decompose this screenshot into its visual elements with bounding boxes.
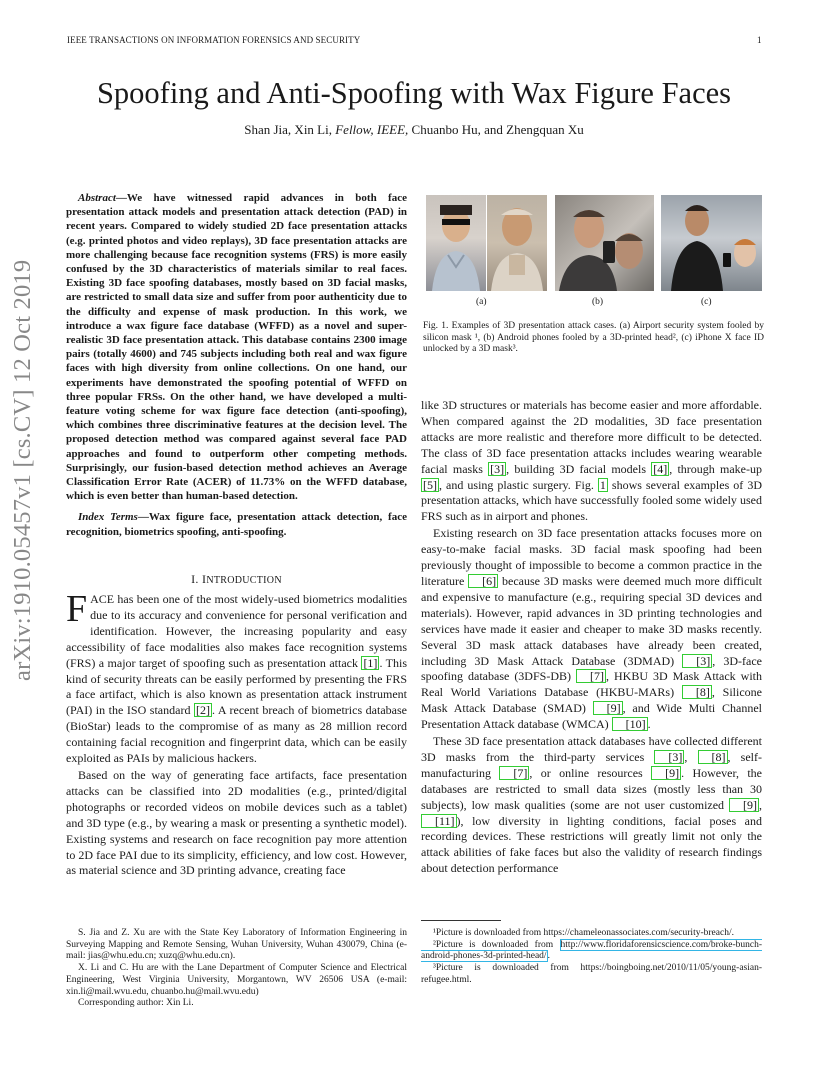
journal-header: IEEE TRANSACTIONS ON INFORMATION FORENSICS AND SECURITY (67, 35, 361, 45)
section-cap: I (202, 572, 207, 586)
footnote-2 (421, 940, 762, 963)
text-run: ²Picture is downloaded from (433, 939, 560, 950)
right-paragraph-3 (421, 734, 762, 877)
affiliation-footnotes (66, 928, 407, 1010)
text-run: because 3D masks were deemed much more difficult and expensive to manufacture (e.g., requiring special 3D devices and materials). However, rapid advances in 3D printing technologies and services have made it easier and cheaper to make 3D masks recently. Several 3D mask attack databases have already been created, including 3D Mask Attack Database (3DMAD) (421, 573, 762, 668)
picture-source-footnotes (421, 920, 762, 987)
silicon-mask-image (487, 195, 547, 291)
figure-1c-photo (661, 195, 762, 291)
abstract-label: Abstract (78, 192, 116, 204)
text-run: . (547, 951, 550, 962)
footnote-url-link[interactable]: http://www.floridaforensicscience.com/broke-bunch-android-phones-3d-printed-head/ (421, 939, 762, 962)
text-run: , self-manufacturing (421, 749, 762, 780)
section-rest: NTRODUCTION (206, 575, 282, 586)
figure-1c-label: (c) (701, 297, 712, 307)
citation-link[interactable]: [1] (363, 655, 378, 670)
text-run: , through make-up (669, 461, 763, 476)
affiliation-footnote-1: S. Jia and Z. Xu are with the State Key Laboratory of Information Engineering in Surveying Mapping and Remote Sensing, Wuhan University, Wuhan 430079, China (e-mail: jias@whu.edu.cn; xuzq@whu.edu.cn). (66, 928, 407, 962)
citation-link[interactable]: [6] (468, 574, 498, 588)
figure-1b-label: (b) (592, 297, 604, 307)
citation-link[interactable]: [4] (653, 461, 668, 476)
citation-link[interactable]: [3] (490, 461, 505, 476)
text-run: , building 3D facial models (506, 461, 652, 476)
citation-link[interactable]: [9] (593, 701, 623, 715)
footnote-3: ³Picture is downloaded from https://boingboing.net/2010/11/05/young-asian-refugee.html. (421, 963, 762, 985)
figure-1b-photo (555, 195, 654, 291)
figure-1a-photo-right (487, 195, 547, 291)
intro-paragraph-2: Based on the way of generating face artifacts, face presentation attacks can be classified into 2D modalities (e.g., printed/digital photographs or recorded videos on mobile devices such as a tablet) and 3D type (e.g., by wearing a mask or presenting a synthetic model). Existing systems and research on face recognition pay more attention to 2D face PAI due to its simplicity, efficiency, and low cost. However, as material science and 3D printing advance, creating face (66, 767, 407, 878)
citation-link[interactable]: [9] (651, 766, 681, 780)
man-portrait-image (426, 195, 486, 291)
intro-p1-end: . A recent breach of biometrics database (BioStar) leads to the compromise of as many as 28 million record containing facial recognition and fingerprint data, which can be easily exploited as PAIs by malicious hackers. (66, 703, 407, 766)
intro-p1-mid: . This kind of security threats can be easily performed by presenting the FRS a face artifact, which is also known as presentation attack instrument (PAI) in the ISO standard (66, 655, 407, 718)
drop-cap: F (66, 588, 88, 630)
citation-link[interactable]: [5] (423, 477, 437, 492)
citation-link[interactable]: [3] (654, 750, 684, 764)
right-paragraph-1 (421, 398, 762, 525)
right-paragraph-2 (421, 526, 762, 733)
text-run: like 3D structures or materials has become easier and more affordable. When compared against the 2D modalities, 3D face presentation attacks are more realistic and therefore more difficult to be detected. The class of 3D face presentation attacks includes wearing wearable facial masks (421, 398, 762, 476)
right-column-body (421, 398, 762, 877)
printed-head-image (555, 195, 654, 291)
section-numeral: I. (191, 572, 203, 586)
index-terms-text: —Wax figure face, presentation attack detection, face recognition, biometrics spoofing, anti-spoofing. (66, 511, 407, 538)
text-run: , Silicone Mask Attack Database (SMAD) (421, 685, 762, 716)
arxiv-stamp-text: arXiv:1910.05457v1 [cs.CV] 12 Oct 2019 (9, 259, 36, 681)
citation-link[interactable]: [2] (196, 703, 211, 718)
figure-1-caption: Fig. 1. Examples of 3D presentation attack cases. (a) Airport security system fooled by silicon mask ¹, (b) Android phones fooled by a 3D-printed head², (c) iPhone X face ID unlocked by a 3D mask³. (423, 321, 764, 355)
citation-link[interactable]: [3] (682, 654, 712, 668)
figure-1a-label: (a) (476, 297, 487, 307)
figure-1a-photo-left (426, 195, 486, 291)
citation-link[interactable]: [8] (698, 750, 728, 764)
arxiv-stamp (5, 259, 45, 685)
author-names-b: Chuanbo Hu, and Zhengquan Xu (408, 122, 584, 137)
figure-reference-link[interactable]: 1 (599, 477, 606, 492)
citation-link[interactable]: [7] (499, 766, 529, 780)
citation-link[interactable]: [7] (576, 669, 606, 683)
text-run: , (759, 797, 762, 812)
text-run: , 3D-face spoofing database (3DFS-DB) (421, 653, 762, 684)
author-fellow: Fellow, IEEE, (335, 122, 409, 137)
intro-p1-start: ACE has been one of the most widely-used biometrics modalities due to its accuracy and convenience for personal verification and identification. However, the increasing popularity and easy accessibility of face modalities also makes face recognition systems (FRS) a major target of spoofing such as presentation attack (66, 592, 407, 670)
footnote-rule (421, 920, 501, 921)
text-run: , and using plastic surgery. Fig. (439, 477, 598, 492)
author-line (0, 122, 828, 138)
section-heading-introduction (66, 572, 407, 587)
text-run: These 3D face presentation attack databases have collected different 3D masks from the third-party services (421, 734, 762, 764)
citation-link[interactable]: [8] (682, 685, 712, 699)
text-run: shows several examples of 3D presentation attacks, which have successfully fooled some widely used FRS such as in airport and phones. (421, 477, 762, 524)
text-run: . (647, 717, 651, 732)
index-terms-label: Index Terms (78, 511, 138, 524)
figure-1 (421, 192, 766, 362)
citation-link[interactable]: [9] (729, 798, 759, 812)
intro-paragraph-1 (66, 588, 407, 767)
text-run: , or online resources (529, 765, 652, 780)
text-run: , and Wide Multi Channel Presentation Attack database (WMCA) (421, 701, 762, 732)
page-number: 1 (757, 35, 762, 45)
index-terms (66, 510, 407, 538)
author-names-a: Shan Jia, Xin Li, (244, 122, 336, 137)
footnote-1: ¹Picture is downloaded from https://chameleonassociates.com/security-breach/. (433, 928, 734, 938)
abstract-block (66, 191, 407, 539)
text-run: . However, the databases are restricted to small data sizes (mostly less than 30 subjects), low mask qualities (some are not user customized (421, 765, 762, 812)
corresponding-author-note: Corresponding author: Xin Li. (78, 998, 194, 1009)
affiliation-footnote-2: X. Li and C. Hu are with the Lane Department of Computer Science and Electrical Engineering, West Virginia University, Morgantown, WV 26506 USA (e-mail: xin.li@mail.wvu.edu, chuanbo.hu@mail.wvu.edu) (66, 963, 407, 997)
text-run: ), low diversity in lighting conditions, facial poses and recording devices. These restrictions will greatly limit not only the attack abilities of fake faces but also the validity of research findings about detection performance (421, 813, 762, 876)
abstract (66, 191, 407, 503)
citation-link[interactable]: [10] (612, 717, 648, 731)
text-run: , HKBU 3D Mask Attack with Real World Variations Database (HKBU-MARs) (421, 669, 763, 700)
citation-link[interactable]: [11] (421, 814, 457, 828)
abstract-text: —We have witnessed rapid advances in both face presentation attack models and presentation attack detection (PAD) in recent years. Compared to widely studied 2D face presentation attacks (e.g. printed photos and video replays), 3D face presentation attacks are more challenging because face recognition systems (FRS) is more easily confused by the 3D characteristics of materials similar to real faces. Existing 3D face spoofing databases, mostly based on 3D facial masks, are restricted to small data size and suffer from poor authenticity due to the difficulty and expense of mask production. In this work, we introduce a wax figure face database (WFFD) as a novel and super-realistic 3D face presentation attack. This database contains 2300 image pairs (totally 4600) and 745 subjects including both real and wax figure faces with high diversity from online collections. On one hand, our experiments have demonstrated the spoofing potential of WFFD on three popular FRSs. On the other hand, we have developed a multi-feature voting scheme for wax figure face detection (anti-spoofing), which combines three discriminative features at the decision level. The proposed detection method was compared against several face PAD approaches and found to outperform other competing methods. Surprisingly, our fusion-based detection method achieves an Average Classification Error Rate (ACER) of 11.73% on the WFFD database, which is even better than human-based detection. (66, 192, 407, 503)
paper-title: Spoofing and Anti-Spoofing with Wax Figure Faces (96, 76, 732, 110)
iphone-mask-image (661, 195, 762, 291)
text-run: , (684, 749, 698, 764)
text-run: Existing research on 3D face presentation attacks focuses more on easy-to-make facial masks. 3D facial mask spoofing had been previously thought of impossible to become a common practice in the literature (421, 526, 762, 588)
introduction-body (66, 588, 407, 879)
